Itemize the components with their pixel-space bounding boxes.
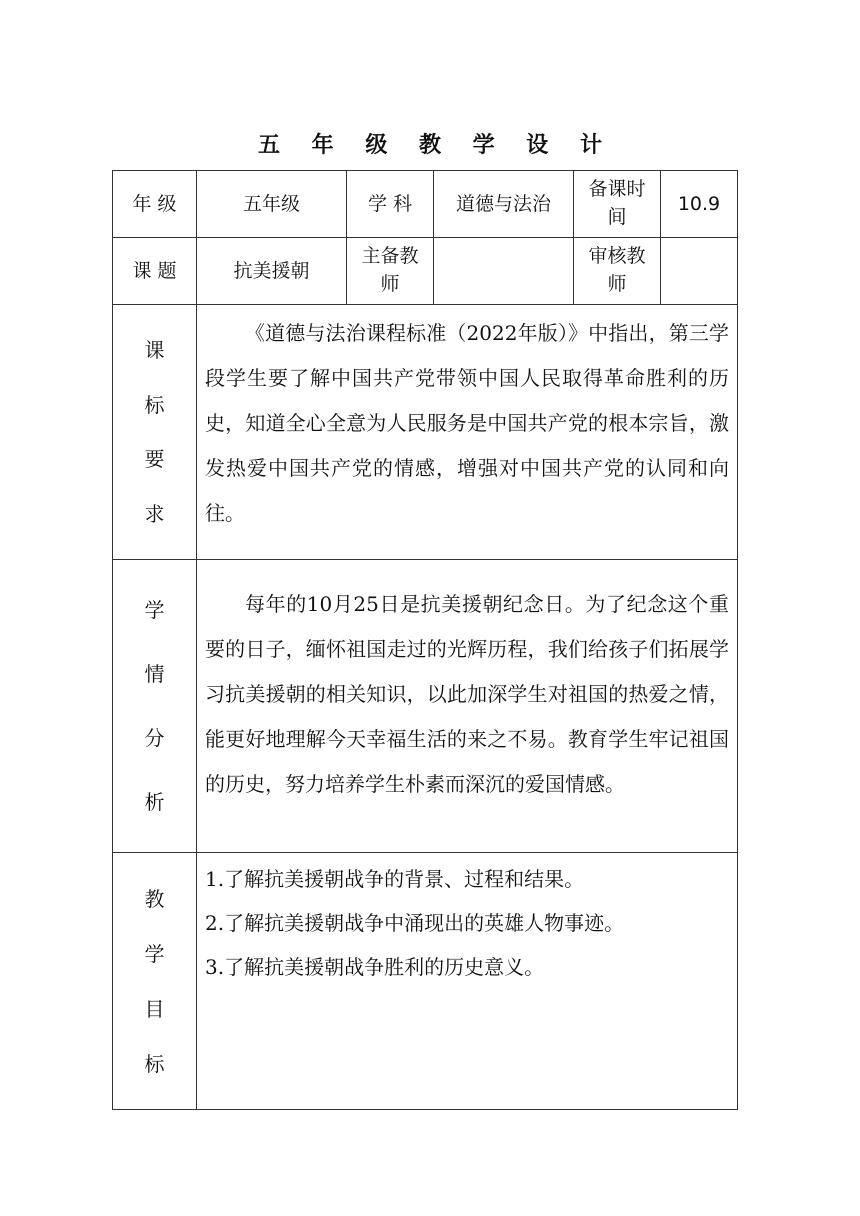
curriculum-label	[113, 305, 196, 559]
prep-time-label-cell	[574, 171, 661, 238]
topic-value: 抗美援朝	[233, 259, 310, 282]
objectives-label	[113, 853, 196, 1109]
subject-value: 道德与法治	[455, 192, 551, 215]
analysis-label-char: 析	[144, 790, 165, 814]
reviewer-value-cell	[661, 238, 738, 305]
subject-label: 学 科	[367, 192, 413, 215]
reviewer-label-cell	[574, 238, 661, 305]
analysis-label-cell	[113, 560, 197, 853]
curriculum-label-cell	[113, 305, 197, 560]
curriculum-label-char: 要	[144, 447, 165, 472]
analysis-text: 每年的10月25日是抗美援朝纪念日。为了纪念这个重要的日子，缅怀祖国走过的光辉历程，我们给孩子们拓展学习抗美援朝的相关知识，以此加深学生对祖国的热爱之情，能更好地理解今天幸福生活的来之不易。教育学生牢记祖国的历史，努力培养学生朴素而深沉的爱国情感。	[205, 592, 729, 796]
reviewer-label: 审核教师	[588, 245, 646, 295]
prep-time-value: 10.9	[677, 192, 721, 215]
prep-time-label: 备课时间	[588, 178, 646, 228]
objective-item: 2.了解抗美援朝战争中涌现出的英雄人物事迹。	[205, 911, 625, 935]
analysis-label-char: 学	[144, 598, 165, 622]
analysis-label-char: 分	[144, 726, 165, 750]
curriculum-label-char: 标	[144, 392, 165, 417]
objectives-label-cell	[113, 853, 197, 1110]
objectives-label-char: 目	[144, 996, 165, 1021]
analysis-label-char: 情	[144, 662, 165, 686]
analysis-row	[113, 560, 738, 853]
prep-time-value-cell	[661, 171, 738, 238]
topic-label: 课 题	[132, 259, 177, 282]
analysis-label	[113, 560, 196, 852]
grade-value-cell	[197, 171, 347, 238]
objectives-row	[113, 853, 738, 1110]
objective-item: 1.了解抗美援朝战争的背景、过程和结果。	[205, 867, 585, 891]
objectives-list-cell	[197, 853, 738, 1110]
topic-row	[113, 238, 738, 305]
topic-label-cell	[113, 238, 197, 305]
objectives-label-char: 教	[144, 886, 165, 911]
main-teacher-label: 主备教师	[361, 245, 419, 295]
objectives-label-char: 学	[144, 941, 165, 966]
curriculum-text: 《道德与法治课程标准（2022年版）》中指出，第三学段学生要了解中国共产党带领中国人民取得革命胜利的历史，知道全心全意为人民服务是中国共产党的根本宗旨，激发热爱中国共产党的情感，增强对中国共产党的认同和向往。	[205, 321, 729, 525]
curriculum-row	[113, 305, 738, 560]
curriculum-label-char: 课	[144, 338, 165, 363]
header-row	[113, 171, 738, 238]
subject-label-cell	[347, 171, 434, 238]
topic-value-cell	[197, 238, 347, 305]
grade-label-cell	[113, 171, 197, 238]
lesson-plan-table	[112, 170, 738, 1110]
curriculum-label-char: 求	[144, 501, 165, 526]
analysis-text-cell	[197, 560, 738, 853]
main-teacher-label-cell	[347, 238, 434, 305]
page-title: 五 年 级 教 学 设 计	[258, 133, 614, 158]
main-teacher-value-cell	[434, 238, 574, 305]
objectives-label-char: 标	[144, 1051, 165, 1076]
grade-label: 年 级	[132, 192, 177, 215]
subject-value-cell	[434, 171, 574, 238]
curriculum-text-cell	[197, 305, 738, 560]
grade-value: 五年级	[242, 192, 300, 215]
objective-item: 3.了解抗美援朝战争胜利的历史意义。	[205, 955, 545, 979]
